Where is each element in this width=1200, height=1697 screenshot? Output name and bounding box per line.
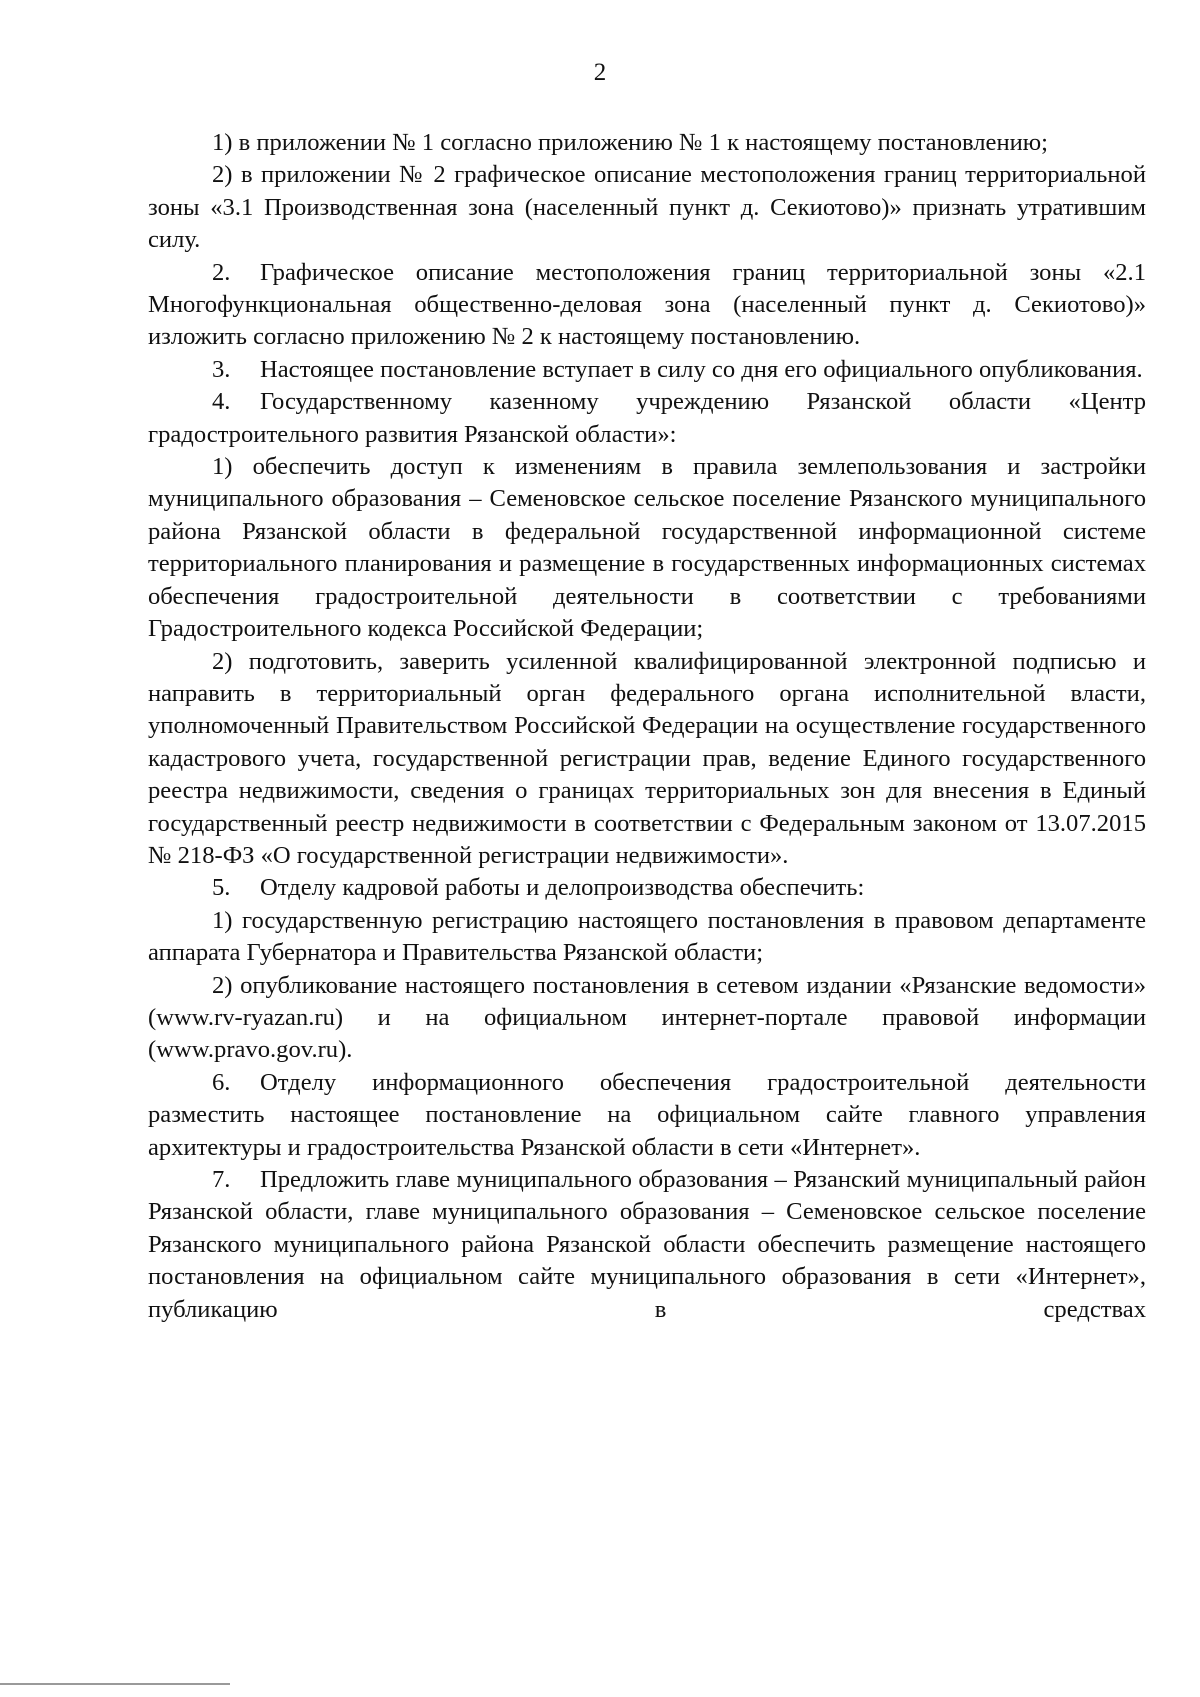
paragraph-3 [148, 354, 1146, 386]
paragraph-1-1 [148, 127, 1146, 159]
paragraph-number: 7. [212, 1166, 231, 1193]
page-number: 2 [593, 59, 607, 86]
paragraph-text: Настоящее постановление вступает в силу со дня его официального опубликования. [260, 355, 1143, 383]
paragraph-text: 1) государственную регистрацию настоящего постановления в правовом департаменте аппарата Губернатора и Правительства Рязанской области; [148, 906, 1146, 967]
document-body [148, 127, 1146, 1326]
paragraph-4-2 [148, 646, 1146, 873]
paragraph-text: Предложить главе муниципального образования – Рязанский муниципальный район Рязанской области, главе муниципального образования – Семеновское сельское поселение Рязанского муниципального района Рязанской области обеспечить размещение настоящего постановления на официальном сайте муниципального образования в сети «Интернет», публикацию в средствах [148, 1166, 1146, 1323]
paragraph-text: 2) в приложении № 2 графическое описание местоположения границ территориальной зоны «3.1 Производственная зона (населенный пункт д. Секиотово)» признать утратившим силу. [148, 161, 1146, 254]
paragraph-text: 1) обеспечить доступ к изменениям в правила землепользования и застройки муниципального образования – Семеновское сельское поселение Рязанского муниципального района Рязанской области в федеральной государственной информационной системе территориального планирования и размещение в государственных информационных системах обеспечения градостроительной деятельности в соответствии с требованиями Градостроительного кодекса Российской Федерации; [148, 453, 1146, 643]
paragraph-number: 5. [212, 874, 231, 902]
paragraph-text: 2) опубликование настоящего постановления в сетевом издании «Рязанские ведомости» (www.rv-ryazan.ru) и на официальном интернет-портале правовой информации (www.pravo.gov.ru). [148, 971, 1146, 1064]
paragraph-4-1 [148, 451, 1146, 645]
paragraph-number: 4. [212, 388, 231, 416]
paragraph-text: Отделу информационного обеспечения градостроительной деятельности разместить настоящее постановление на официальном сайте главного управления архитектуры и градостроительства Рязанской области в сети «Интернет». [148, 1068, 1146, 1161]
paragraph-2 [148, 257, 1146, 354]
paragraph-4 [148, 386, 1146, 451]
paragraph-number: 6. [212, 1068, 231, 1096]
paragraph-7 [148, 1164, 1146, 1326]
paragraph-5-2 [148, 970, 1146, 1067]
paragraph-text: 1) в приложении № 1 согласно приложению № 1 к настоящему постановлению; [212, 129, 1049, 156]
paragraph-text: Графическое описание местоположения границ территориальной зоны «2.1 Многофункциональная общественно-деловая зона (населенный пункт д. Секиотово)» изложить согласно приложению № 2 к настоящему постановлению. [148, 258, 1146, 351]
paragraph-number: 3. [212, 355, 231, 383]
paragraph-text: Отделу кадровой работы и делопроизводства обеспечить: [260, 874, 865, 902]
paragraph-text: Государственному казенному учреждению Рязанской области «Центр градостроительного развития Рязанской области»: [148, 388, 1146, 448]
paragraph-number: 2. [212, 258, 231, 286]
scan-edge-line [0, 1683, 230, 1685]
paragraph-1-2 [148, 159, 1146, 256]
paragraph-text: 2) подготовить, заверить усиленной квалифицированной электронной подписью и направить в территориальный орган федерального органа исполнительной власти, уполномоченный Правительством Российской Федерации на осуществление государственного кадастрового учета, государственной регистрации прав, ведение Единого государственного реестра недвижимости, сведения о границах территориальных зон для внесения в Единый государственный реестр недвижимости в соответствии с Федеральным законом от 13.07.2015 № 218-ФЗ «О государственной регистрации недвижимости». [148, 647, 1146, 869]
paragraph-6 [148, 1067, 1146, 1164]
paragraph-5-1 [148, 905, 1146, 970]
paragraph-5 [148, 872, 1146, 904]
